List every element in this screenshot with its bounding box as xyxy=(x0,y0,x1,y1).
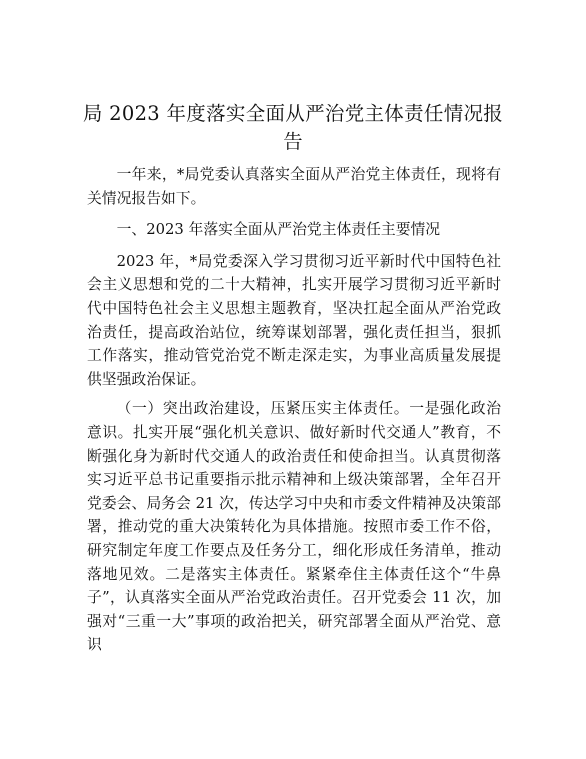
intro-paragraph: 一年来，*局党委认真落实全面从严治党主体责任，现将有关情况报告如下。 xyxy=(87,166,501,207)
document-body xyxy=(87,163,501,657)
section-paragraph: 2023 年，*局党委深入学习贯彻习近平新时代中国特色社会主义思想和党的二十大精神，扎实开展学习贯彻习近平新时代中国特色社会主义思想主题教育，坚决扛起全面从严治党政治责任，提高政治站位，统筹谋划部署，强化责任担当，狠抓工作落实，推动管党治党不断走深走实，为事业高质量发展提供坚强政治保证。 xyxy=(87,252,501,388)
section-heading: 一、2023 年落实全面从严治党主体责任主要情况 xyxy=(116,221,441,239)
subsection-paragraph: （一）突出政治建设，压紧压实主体责任。一是强化政治意识。扎实开展“强化机关意识、做好新时代交通人”教育，不断强化身为新时代交通人的政治责任和使命担当。认真贯彻落实习近平总书记重要指示批示精神和上级决策部署，全年召开党委会、局务会 21 次，传达学习中央和市委文件精神及决策部署，推动党的重大决策转化为具体措施。按照市委工作不俗，研究制定年度工作要点及任务分工，细化形成任务清单，推动落地见效。二是落实主体责任。紧紧牵住主体责任这个“牛鼻子”，认真落实全面从严治党政治责任。召开党委会 11 次，加强对“三重一大”事项的政治把关，研究部署全面从严治党、意识 xyxy=(87,400,501,654)
document-title: 局 2023 年度落实全面从严治党主体责任情况报告 xyxy=(82,102,504,153)
